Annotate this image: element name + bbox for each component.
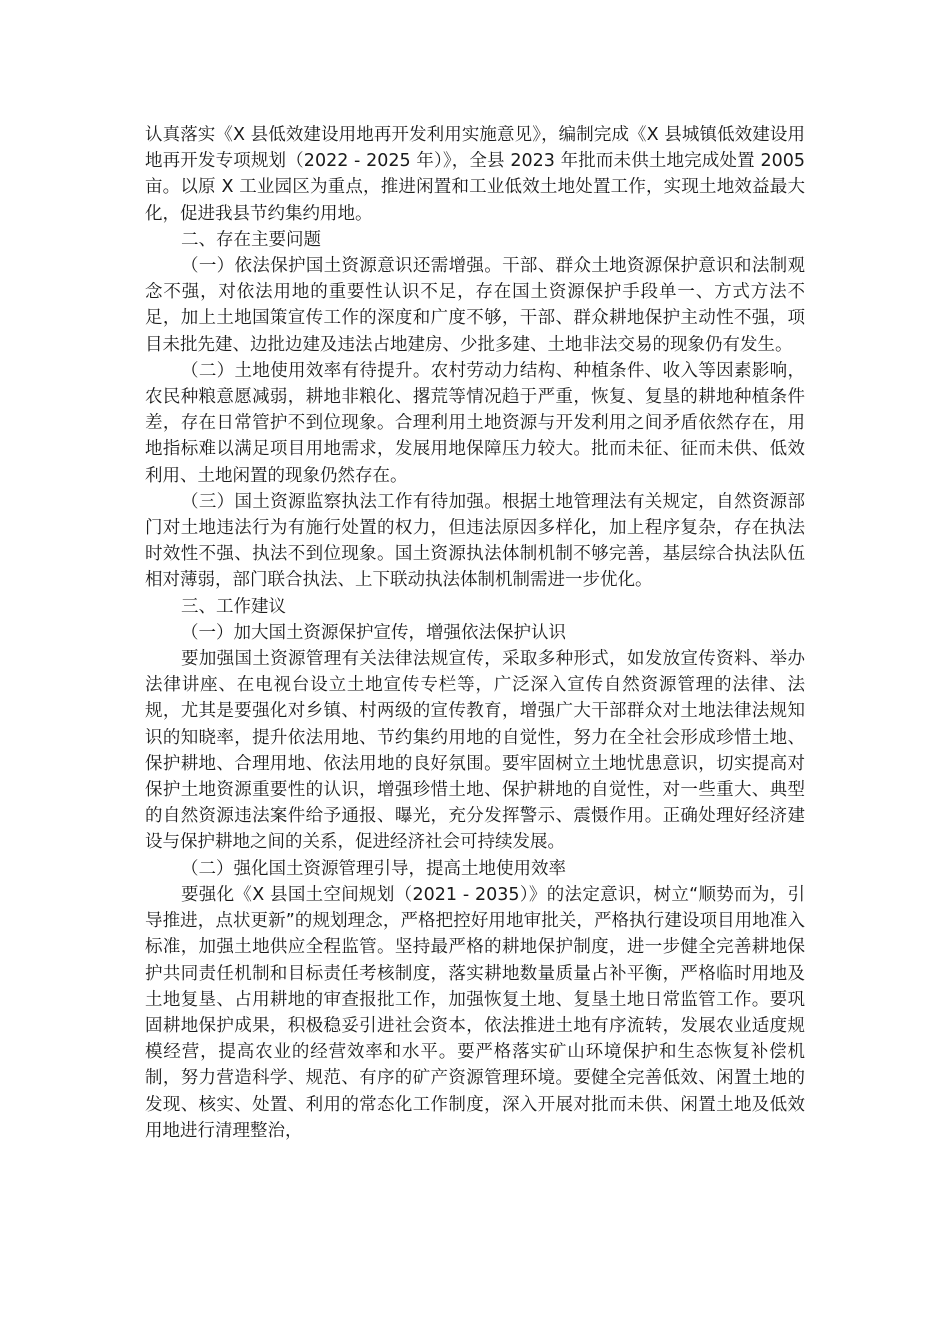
paragraph-continuation: 认真落实《X 县低效建设用地再开发利用实施意见》，编制完成《X 县城镇低效建设用地再开发专项规划（2022 - 2025 年）》，全县 2023 年批而未供土地完成处置 2005 亩。以原 X 工业园区为重点，推进闲置和工业低效土地处置工作，实现土地效益最大化，促进我县节约集约用地。 xyxy=(145,125,805,224)
section-heading-problems: 二、存在主要问题 xyxy=(181,229,321,250)
subheading-suggestion-2: （二）强化国土资源管理引导，提高土地使用效率 xyxy=(181,858,566,879)
paragraph-suggestion-2: 要强化《X 县国土空间规划（2021 - 2035）》的法定意识，树立“顺势而为，引导推进，点状更新”的规划理念，严格把控好用地审批关，严格执行建设项目用地准入标准，加强土地供应全程监管。坚持最严格的耕地保护制度，进一步健全完善耕地保护共同责任机制和目标责任考核制度，落实耕地数量质量占补平衡，严格临时用地及土地复垦、占用耕地的审查报批工作，加强恢复土地、复垦土地日常监管工作。要巩固耕地保护成果，积极稳妥引进社会资本，依法推进土地有序流转，发展农业适度规模经营，提高农业的经营效率和水平。要严格落实矿山环境保护和生态恢复补偿机制，努力营造科学、规范、有序的矿产资源管理环境。要健全完善低效、闲置土地的发现、核实、处置、利用的常态化工作制度，深入开展对批而未供、闲置土地及低效用地进行清理整治， xyxy=(145,884,805,1141)
subheading-suggestion-1: （一）加大国土资源保护宣传，增强依法保护认识 xyxy=(181,622,566,643)
paragraph-problem-2: （二）土地使用效率有待提升。农村劳动力结构、种植条件、收入等因素影响，农民种粮意愿减弱，耕地非粮化、撂荒等情况趋于严重，恢复、复垦的耕地种植条件差，存在日常管护不到位现象。合理利用土地资源与开发利用之间矛盾依然存在，用地指标难以满足项目用地需求，发展用地保障压力较大。批而未征、征而未供、低效利用、土地闲置的现象仍然存在。 xyxy=(145,360,805,486)
paragraph-problem-3: （三）国土资源监察执法工作有待加强。根据土地管理法有关规定，自然资源部门对土地违法行为有施行处置的权力，但违法原因多样化，加上程序复杂，存在执法时效性不强、执法不到位现象。国土资源执法体制机制不够完善，基层综合执法队伍相对薄弱，部门联合执法、上下联动执法体制机制需进一步优化。 xyxy=(145,491,805,591)
section-heading-suggestions: 三、工作建议 xyxy=(181,596,286,617)
paragraph-problem-1: （一）依法保护国土资源意识还需增强。干部、群众土地资源保护意识和法制观念不强，对依法用地的重要性认识不足，存在国土资源保护手段单一、方式方法不足，加上土地国策宣传工作的深度和广度不够，干部、群众耕地保护主动性不强，项目未批先建、边批边建及违法占地建房、少批多建、土地非法交易的现象仍有发生。 xyxy=(145,256,805,355)
document-body xyxy=(145,122,805,1144)
paragraph-suggestion-1: 要加强国土资源管理有关法律法规宣传，采取多种形式，如发放宣传资料、举办法律讲座、在电视台设立土地宣传专栏等，广泛深入宣传自然资源管理的法律、法规，尤其是要强化对乡镇、村两级的宣传教育，增强广大干部群众对土地法律法规知识的知晓率，提升依法用地、节约集约用地的自觉性，努力在全社会形成珍惜土地、保护耕地、合理用地、依法用地的良好氛围。要牢固树立土地忧患意识，切实提高对保护土地资源重要性的认识，增强珍惜土地、保护耕地的自觉性，对一些重大、典型的自然资源违法案件给予通报、曝光，充分发挥警示、震慑作用。正确处理好经济建设与保护耕地之间的关系，促进经济社会可持续发展。 xyxy=(145,649,805,853)
